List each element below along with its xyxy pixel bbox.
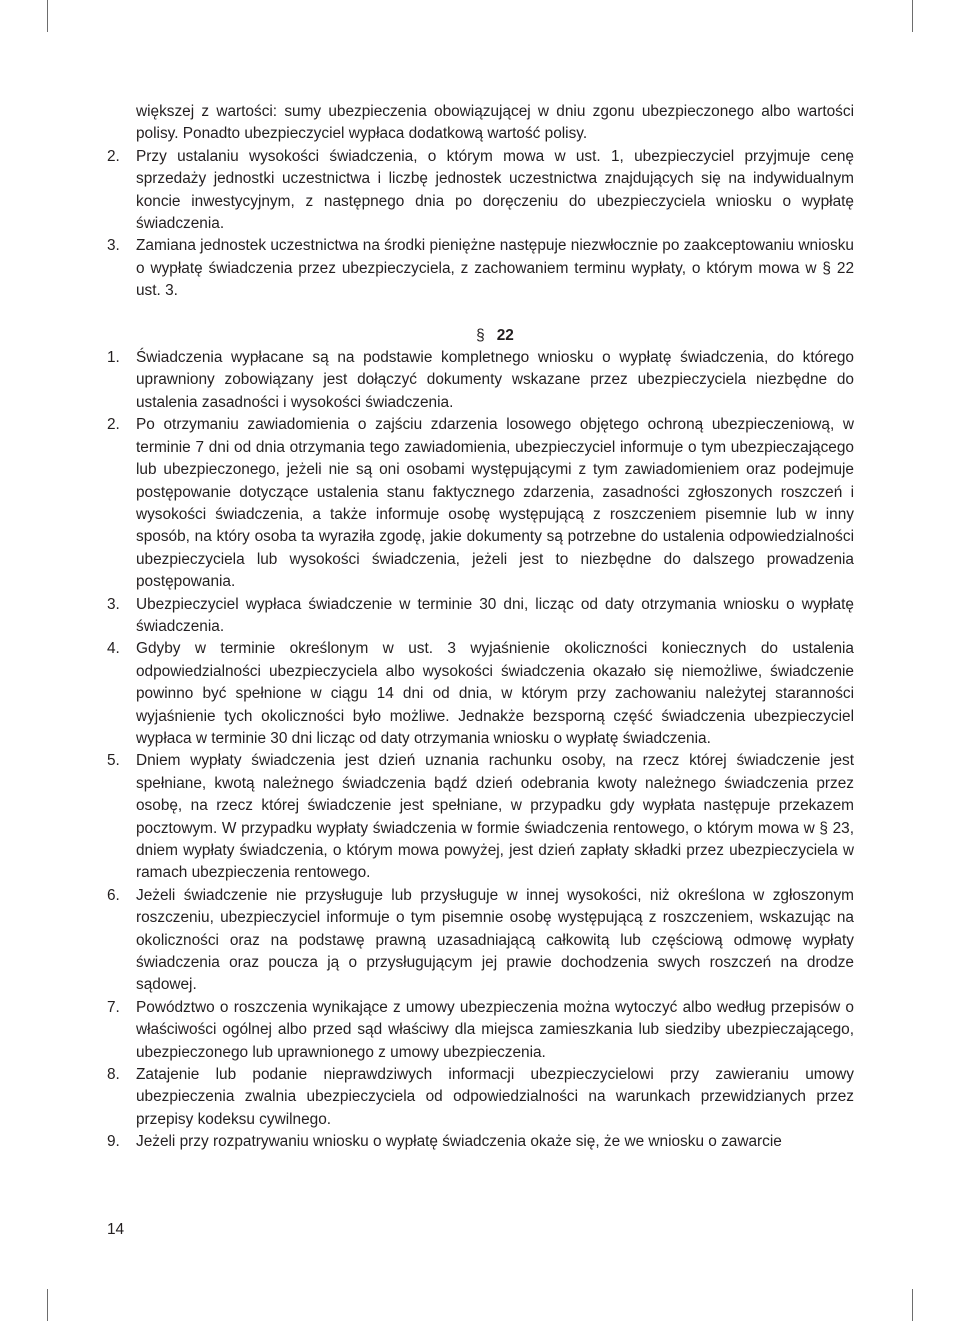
section-heading — [107, 325, 854, 347]
list-item-text: Gdyby w terminie określonym w ust. 3 wyjaśnienie okoliczności koniecznych do ustalenia odpowiedzialności ubezpieczyciela albo wysokości świadczenia okazało się niemożliwe, świadczenie powinno być spełnione w ciągu 14 dni od dnia, w którym przy zachowaniu należytej staranności wyjaśnienie tych okoliczności było możliwe. Jednakże bezsporną część świadczenia ubezpieczyciel wypłaca w terminie 30 dni licząc od daty otrzymania wniosku o wypłatę świadczenia. — [136, 640, 854, 747]
list-item-number: 3. — [107, 595, 120, 613]
continuation-paragraph — [107, 101, 854, 146]
section-item-4 — [107, 638, 854, 750]
list-item-number: 8. — [107, 1066, 120, 1084]
list-item-text: Po otrzymaniu zawiadomienia o zajściu zdarzenia losowego objętego ochroną ubezpieczeniową, w terminie 7 dni od dnia otrzymania tego zawiadomienia, ubezpieczyciel informuje o tym ubezpieczającego lub ubezpieczonego, jeżeli nie są oni osobami występującymi z tym zawiadomieniem oraz podejmuje postępowanie dotyczące ustalenia stanu faktycznego zdarzenia, zasadności zgłoszonych roszczeń i wysokości świadczenia, a także informuje osobę występującą z roszczeniem pisemnie lub w inny sposób, na który osoba ta wyraziła zgodę, jakie dokumenty są potrzebne do ustalenia odpowiedzialności ubezpieczyciela lub wysokości świadczenia, jeżeli jest to niezbędne do dalszego prowadzenia postępowania. — [136, 416, 854, 591]
section-item-9 — [107, 1131, 854, 1153]
list-item-text: Świadczenia wypłacane są na podstawie kompletnego wniosku o wypłatę świadczenia, do którego uprawniony zobowiązany jest dołączyć dokumenty wskazane przez ubezpieczyciela niezbędne do ustalenia zasadności i wysokości świadczenia. — [136, 349, 854, 411]
continuation-text: większej z wartości: sumy ubezpieczenia obowiązującej w dniu zgonu ubezpieczonego albo wartości polisy. Ponadto ubezpieczyciel wypłaca dodatkową wartość polisy. — [136, 103, 854, 143]
list-item-number: 9. — [107, 1133, 120, 1151]
list-item-text: Powództwo o roszczenia wynikające z umowy ubezpieczenia można wytoczyć albo według przepisów o właściwości ogólnej albo przed sąd właściwy dla miejsca zamieszkania lub siedziby ubezpieczającego, ubezpieczonego lub uprawnionego z umowy ubezpieczenia. — [136, 998, 854, 1061]
crop-mark-top-left — [47, 0, 48, 32]
list-item-text: Przy ustalaniu wysokości świadczenia, o którym mowa w ust. 1, ubezpieczyciel przyjmuje cenę sprzedaży jednostki uczestnictwa i liczbę jednostek uczestnictwa znajdujących się na indywidualnym koncie inwestycyjnym, z następnego dnia po doręczeniu do ubezpieczyciela wniosku o wypłatę świadczenia. — [136, 147, 854, 233]
crop-mark-top-right — [912, 0, 913, 32]
list-item-text: Jeżeli świadczenie nie przysługuje lub przysługuje w innej wysokości, niż określona w zgłoszonym roszczeniu, ubezpieczyciel informuje o tym pisemnie osobę występującą z roszczeniem, wskazując na okoliczności oraz na podstawę prawną uzasadniającą całkowitą lub częściową odmowę wypłaty świadczenia oraz poucza ją o przysługującym jej prawie dochodzenia swych roszczeń na drodze sądowej. — [136, 886, 854, 994]
list-item-3 — [107, 235, 854, 302]
crop-mark-bottom-right — [912, 1289, 913, 1321]
list-item-number: 2. — [107, 147, 120, 165]
list-item-text: Ubezpieczyciel wypłaca świadczenie w terminie 30 dni, licząc od daty otrzymania wniosku o wypłatę świadczenia. — [136, 595, 854, 635]
list-item-text: Dniem wypłaty świadczenia jest dzień uznania rachunku osoby, na rzecz której świadczenie jest spełniane, kwotą należnego świadczenia bądź dzień odebrania kwoty należnego świadczenia przez osobę, na rzecz której świadczenie jest spełniane, w przypadku gdy wypłata następuje przekazem pocztowym. W przypadku wypłaty świadczenia w formie świadczenia rentowego, o którym mowa w § 23, dniem wypłaty świadczenia, o którym mowa powyżej, jest dzień zapłaty składki przez ubezpieczyciela w ramach ubezpieczenia rentowego. — [136, 752, 854, 882]
list-item-number: 7. — [107, 998, 120, 1016]
list-item-text: Zamiana jednostek uczestnictwa na środki pieniężne następuje niezwłocznie po zaakceptowaniu wniosku o wypłatę świadczenia przez ubezpieczyciela, z zachowaniem terminu wypłaty, o którym mowa w § 22 ust. 3. — [136, 237, 854, 300]
list-item-text: Zatajenie lub podanie nieprawdziwych informacji ubezpieczycielowi przy zawieraniu umowy ubezpieczenia zwalnia ubezpieczyciela od odpowiedzialności na warunkach przewidzianych przez przepisy kodeksu cywilnego. — [136, 1066, 854, 1128]
section-number: 22 — [496, 326, 514, 344]
section-item-5 — [107, 750, 854, 884]
section-item-2 — [107, 414, 854, 593]
section-item-1 — [107, 347, 854, 414]
section-item-3 — [107, 594, 854, 639]
document-body — [107, 101, 854, 1154]
crop-mark-bottom-left — [47, 1289, 48, 1321]
list-item-number: 2. — [107, 416, 120, 434]
list-item-number: 1. — [107, 349, 120, 367]
list-item-2 — [107, 146, 854, 236]
section-item-6 — [107, 885, 854, 997]
list-item-number: 5. — [107, 752, 120, 770]
list-item-number: 3. — [107, 237, 120, 255]
list-item-number: 6. — [107, 886, 120, 904]
page-number: 14 — [107, 1221, 125, 1238]
list-item-number: 4. — [107, 640, 120, 658]
section-item-8 — [107, 1064, 854, 1131]
section-sign: § — [476, 326, 485, 344]
section-item-7 — [107, 997, 854, 1064]
list-item-text: Jeżeli przy rozpatrywaniu wniosku o wypłatę świadczenia okaże się, że we wniosku o zawarcie — [136, 1133, 782, 1151]
